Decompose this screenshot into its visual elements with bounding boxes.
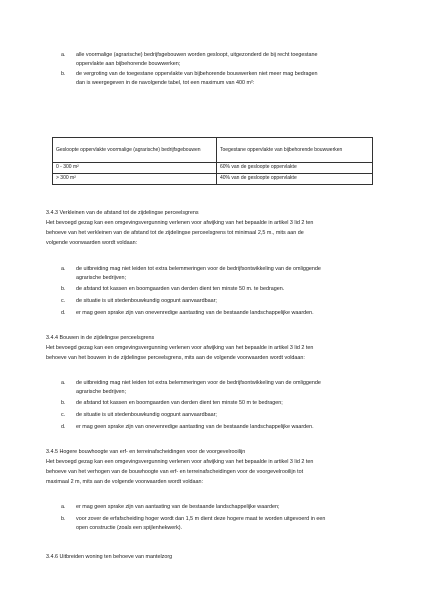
body-text: maximaal 2 m, mits aan de volgende voorwaarden wordt voldaan:: [46, 479, 204, 485]
body-text: behoeve van het bouwen in de zijdelingse perceelsgrens, mits aan de volgende voorwaarden wordt voldaan:: [46, 355, 305, 361]
section-heading: 3.4.5 Hogere bouwhoogte van erf- en terreinafscheidingen voor de voorgevelrooilijn: [46, 449, 246, 455]
list-item: c. de situatie is uit stedenbouwkundig oogpunt aanvaardbaar;: [61, 412, 217, 418]
table-row: [53, 174, 373, 185]
list-item: [61, 70, 379, 88]
list-letter: b.: [61, 71, 66, 77]
list-item: a. de uitbreiding mag niet leiden tot extra belemmeringen voor de bedrijfsontwikkeling van de omliggende agrarische bedrijven;: [61, 266, 321, 282]
list-item: d. er mag geen sprake zijn van onevenredige aantasting van de bestaande landschappelijke waarden.: [61, 424, 314, 430]
table-cell: 40% van de gesloopte oppervlakte: [217, 174, 373, 185]
area-table: [52, 137, 373, 185]
table-header-cell: Toegestane oppervlakte van bijbehorende bouwwerken: [217, 138, 373, 163]
list-item: b. de afstand tot kassen en boomgaarden van derden dient ten minste 50 m te bedragen;: [61, 400, 283, 406]
section-heading: 3.4.4 Bouwen in de zijdelingse perceelsgrens: [46, 335, 155, 341]
table-row: [53, 163, 373, 174]
body-text: Het bevoegd gezag kan een omgevingsvergunning verlenen voor afwijking van het bepaalde in artikel 3 lid 2 ten: [46, 220, 314, 226]
body-text: volgende voorwaarden wordt voldaan:: [46, 240, 138, 246]
section-heading: 3.4.6 Uitbreiden woning ten behoeve van mantelzorg: [46, 554, 173, 560]
list-item: c. de situatie is uit stedenbouwkundig oogpunt aanvaardbaar;: [61, 298, 217, 304]
table-header-cell: Gesloopte oppervlakte voormalige (agrarische) bedrijfsgebouwen: [53, 138, 217, 163]
body-text: Het bevoegd gezag kan een omgevingsvergunning verlenen voor afwijking van het bepaalde in artikel 3 lid 2 ten: [46, 345, 314, 351]
list-text: de vergroting van de toegestane oppervlakte van bijbehorende bouwwerken niet meer mag bedragen dan is weergegeven in de navolgende tabel, tot een maximum van 400 m²:: [76, 71, 318, 87]
list-item: b. de afstand tot kassen en boomgaarden van derden dient ten minste 50 m. te bedragen.: [61, 286, 285, 292]
table-header-row: [53, 138, 373, 163]
list-item: b. voor zover de erfafscheiding hoger wordt dan 1,5 m dient deze hogere maat te worden uitgevoerd in een open constructie (zoals een spijlenhekwerk).: [61, 516, 326, 532]
list-letter: a.: [61, 52, 66, 58]
table-cell: 60% van de gesloopte oppervlakte: [217, 163, 373, 174]
section-heading: 3.4.3 Verkleinen van de afstand tot de zijdelingse perceelsgrens: [46, 210, 199, 216]
list-item: d. er mag geen sprake zijn van onevenredige aantasting van de bestaande landschappelijke waarden.: [61, 310, 314, 316]
list-item: a. er mag geen sprake zijn van aantasting van de bestaande landschappelijke waarden;: [61, 504, 280, 510]
list-item: a. de uitbreiding mag niet leiden tot extra belemmeringen voor de bedrijfsontwikkeling van de omliggende agrarische bedrijven;: [61, 380, 321, 396]
body-text: Het bevoegd gezag kan een omgevingsvergunning verlenen voor afwijking van het bepaalde in artikel 3 lid 2 ten: [46, 459, 314, 465]
body-text: behoeve van het verhogen van de bouwhoogte van erf- en terreinafscheidingen voor de voorgevelrooilijn tot: [46, 469, 304, 475]
list-item: [61, 51, 379, 69]
body-text: behoeve van het verkleinen van de afstand tot de zijdelingse perceelsgrens tot minimaal 2,5 m., mits aan de: [46, 230, 304, 236]
table-cell: 0 - 300 m²: [53, 163, 217, 174]
list-text: alle voormalige (agrarische) bedrijfsgebouwen worden gesloopt, uitgezonderd de bij recht toegestane oppervlakte aan bijbehorende bouwwerken;: [76, 52, 318, 68]
table-cell: > 300 m²: [53, 174, 217, 185]
